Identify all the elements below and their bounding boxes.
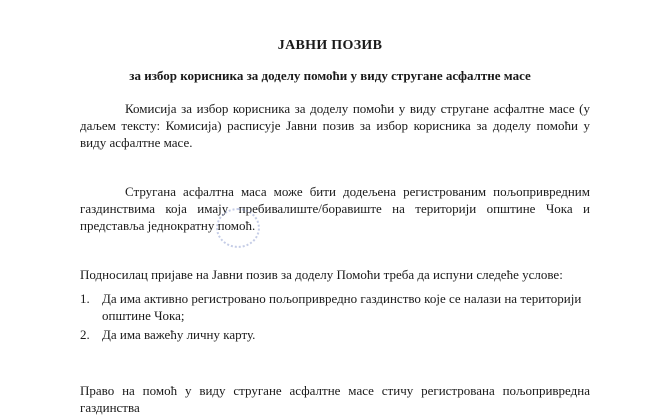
list-item xyxy=(80,290,595,324)
list-item-text: Да има важећу личну карту. xyxy=(102,327,256,342)
document-title: ЈАВНИ ПОЗИВ xyxy=(277,38,383,53)
intro-paragraph: Комисија за избор корисника за доделу помоћи у виду стругане асфалтне масе (у даљем тексту: Комисија) расписује Јавни позив за избор корисника за доделу помоћи у виду асфалтне масе. xyxy=(80,101,590,150)
document-subtitle: за избор корисника за доделу помоћи у виду стругане асфалтне масе xyxy=(129,68,531,83)
conditions-intro: Подносилац пријаве на Јавни позив за доделу Помоћи треба да испуни следеће услове: xyxy=(80,267,563,282)
list-item-number: 2. xyxy=(80,327,90,342)
faint-stamp xyxy=(216,208,260,248)
list-item xyxy=(80,326,595,343)
list-item-text: Да има активно регистровано пољопривредно газдинство које се налази на територији општине Чока; xyxy=(102,291,582,323)
list-item-number: 1. xyxy=(80,291,90,306)
eligibility-paragraph: Стругана асфалтна маса може бити додељена регистрованим пољопривредним газдинствима која имају пребивалиште/боравиште на територији општине Чока и представља једнократну помоћ. xyxy=(80,184,590,233)
rights-paragraph: Право на помоћ у виду стругане асфалтне масе стичу регистрована пољопривредна газдинства xyxy=(80,383,590,415)
conditions-list xyxy=(80,290,595,345)
